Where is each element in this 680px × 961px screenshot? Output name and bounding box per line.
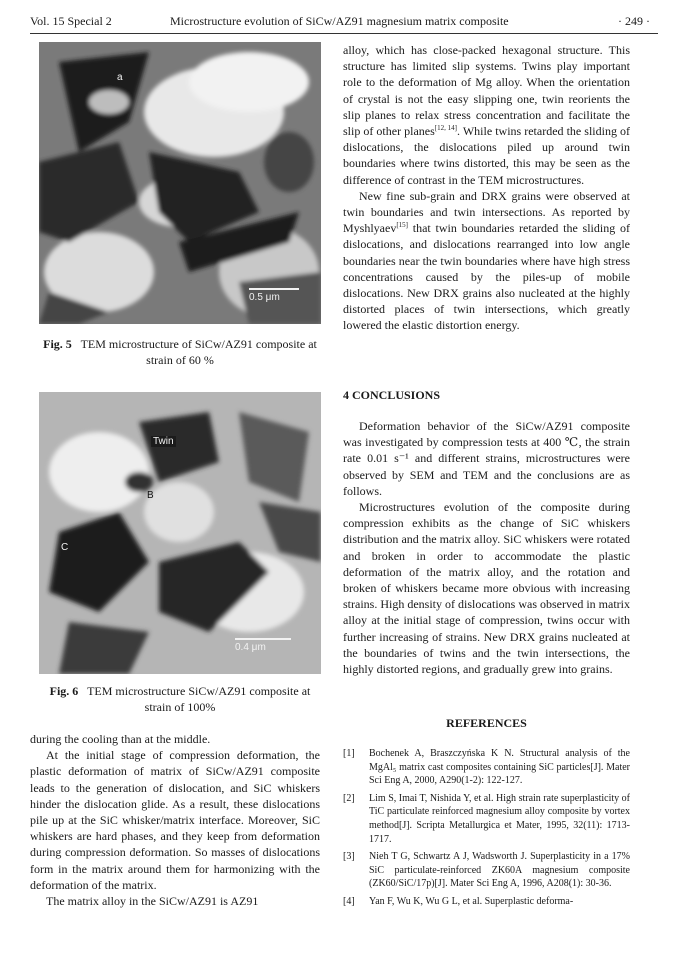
figure-5-caption-text: TEM microstructure of SiCw/AZ91 composite at strain of 60 % — [80, 337, 317, 367]
text-run: that twin boundaries retarded the sliding of dislocations, and dislocations rearranged into low angle boundaries near the twin boundaries where have high stress concentrations caused by the piles-up of mobile dislocations. New DRX grains also nucleated at the highly distorted places of twin intersections, which greatly lowered the elastic distortion energy. — [343, 221, 630, 333]
right-column-body — [343, 42, 630, 334]
citation: [12, 14] — [434, 124, 457, 133]
figure-6-label-c: C — [61, 542, 69, 553]
references-heading: REFERENCES — [446, 716, 527, 730]
scale-bar-label: 0.5 μm — [249, 292, 280, 303]
reference-item — [343, 850, 630, 891]
header-rule — [30, 33, 658, 34]
paragraph: At the initial stage of compression deformation, the plastic deformation of matrix of SiCw/AZ91 composite leads to the generation of dislocation, and SiC whiskers hinder the dislocation glide. As a result, these dislocations pile up at the SiC whisker/matrix interface. Moreover, SiC whiskers are hard phases, and they keep from deformation during compression deformation. So masses of dislocations form in the matrix around them for harmonizing with the deformation of the matrix. — [30, 748, 320, 892]
reference-text: Bochenek A, Braszczyńska K N. Structural analysis of the MgAl₅ matrix cast composites containing SiC particles[J]. Mater Sci Eng A, 2000, A290(1-2): 122-127. — [369, 748, 630, 787]
reference-number: [3] — [343, 851, 355, 863]
reference-number: [4] — [343, 895, 355, 907]
page-number: · 249 · — [618, 14, 650, 28]
scale-bar-label: 0.4 μm — [235, 642, 266, 653]
figure-6-number: Fig. 6 — [49, 684, 79, 698]
paragraph: during the cooling than at the middle. — [30, 732, 211, 746]
scale-bar-line — [249, 288, 299, 290]
text-run: alloy, which has close-packed hexagonal structure. This structure has limited slip systems. Twins play important role to the deformation of Mg alloy. When the orientation of crystal is not the easy slipping one, twin reorients the slip planes to relax stress concentration and facilitate the slip of other planes — [343, 43, 630, 139]
figure-6-caption-text: TEM microstructure SiCw/AZ91 composite at strain of 100% — [87, 684, 311, 714]
running-title: Microstructure evolution of SiCw/AZ91 magnesium matrix composite — [170, 14, 509, 28]
paragraph: Microstructures evolution of the composite during compression exhibits as the change of SiC whiskers distribution and the matrix alloy. SiC whiskers were rotated and broken in order to accommodate the plastic deformation of the matrix alloy, and the rotation and broken of whiskers became more obvious with increasing strains. High density of dislocations was observed in matrix alloy at the initial stage of compression, twins occur with further increasing of strains. New DRX grains nucleated at the boundaries of twins and the twin intersections, the highly distorted regions, and gradually grew into grains. — [343, 500, 630, 677]
left-column-body — [30, 731, 320, 909]
figure-5-micrograph — [39, 42, 321, 324]
section-heading-conclusions: 4 CONCLUSIONS — [343, 388, 441, 402]
figure-6-image — [39, 392, 321, 674]
reference-number: [1] — [343, 748, 355, 759]
figure-6-label-b: B — [147, 490, 154, 501]
figure-5-image — [39, 42, 321, 324]
references-list — [343, 747, 630, 913]
reference-item — [343, 747, 630, 788]
reference-text: Lim S, Imai T, Nishida Y, et al. High strain rate superplasticity of TiC particulate reinforced magnesium alloy composite by vortex method[J]. Scripta Metallurgica et Mater, 1995, 32(11): 1713-1717. — [369, 792, 630, 845]
figure-6-caption — [40, 683, 320, 715]
figure-5-number: Fig. 5 — [43, 337, 72, 351]
figure-6-micrograph — [39, 392, 321, 674]
figure-6-twin-label: Twin — [153, 436, 174, 447]
reference-text: Yan F, Wu K, Wu G L, et al. Superplastic deforma- — [369, 895, 574, 907]
paragraph: Deformation behavior of the SiCw/AZ91 composite was investigated by compression tests at 400 ℃, the strain rate 0.01 s⁻¹ and different strains, microstructures were observed by SEM and TEM and the conclusions are as follows. — [343, 419, 630, 498]
figure-5-label-a: a — [117, 72, 123, 83]
text-run: . While twins retarded the sliding of dislocations, the dislocations piled up around twin boundaries where twins distorted, this may be seen as the difference of contrast in the TEM microstructures. — [343, 124, 630, 187]
volume-info: Vol. 15 Special 2 — [30, 14, 112, 28]
figure-5-caption — [40, 336, 320, 368]
paragraph — [343, 188, 630, 334]
scale-bar-line — [235, 638, 291, 640]
text-run: New fine sub-grain and DRX grains were observed at twin boundaries and twin intersections. As reported by Myshlyaev — [343, 188, 630, 236]
figure-6-scale-bar — [235, 638, 291, 653]
running-header — [30, 14, 660, 32]
reference-item — [343, 895, 630, 909]
paragraph: The matrix alloy in the SiCw/AZ91 is AZ91 — [46, 894, 259, 909]
reference-text: Nieh T G, Schwartz A J, Wadsworth J. Superplasticity in a 17% SiC particulate-reinforced ZK60A magnesium composite (ZK60/SiC/17p)[J]. Mater Sci Eng A, 1996, A208(1): 30-36. — [369, 851, 630, 890]
figure-5-scale-bar — [249, 288, 299, 303]
conclusions-body — [343, 418, 630, 677]
paragraph — [343, 42, 630, 188]
citation: [15] — [396, 221, 408, 230]
reference-number: [2] — [343, 792, 355, 804]
reference-item — [343, 792, 630, 846]
